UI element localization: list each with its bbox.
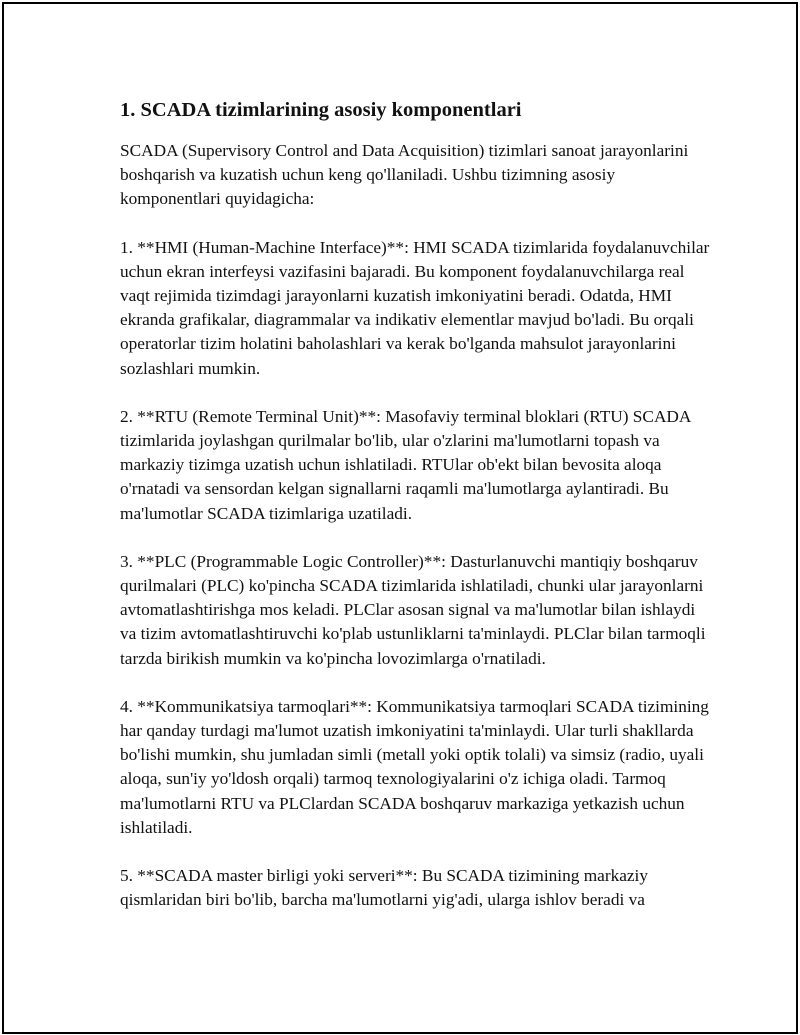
- intro-paragraph: SCADA (Supervisory Control and Data Acquisition) tizimlari sanoat jarayonlarini boshqarish va kuzatish uchun keng qo'llaniladi. Ushbu tizimning asosiy komponentlari quyidagicha:: [120, 141, 689, 209]
- plc-paragraph: 3. **PLC (Programmable Logic Controller)**: Dasturlanuvchi mantiqiy boshqaruv qurilmalari (PLC) ko'pincha SCADA tizimlarida ishlatiladi, chunki ular jarayonlarni avtomatlashtirishga mos keladi. PLClar asosan signal va ma'lumotlar bilan ishlaydi va tizim avtomatlashtiruvchi ko'plab ustunliklarni ta'minlaydi. PLClar bilan tarmoqli tarzda birikish mumkin va ko'pincha lovozimlarga o'rnatiladi.: [120, 551, 706, 668]
- document-body: [120, 95, 710, 936]
- hmi-paragraph: 1. **HMI (Human-Machine Interface)**: HMI SCADA tizimlarida foydalanuvchilar uchun ekran interfeysi vazifasini bajaradi. Bu komponent foydalanuvchilarga real vaqt rejimida tizimdagi jarayonlarni kuzatish imkoniyatini beradi. Odatda, HMI ekranda grafikalar, diagrammalar va indikativ elementlar mavjud bo'ladi. Bu orqali operatorlar tizim holatini baholashlari va kerak bo'lganda mahsulot jarayonlarini sozlashlari mumkin.: [120, 237, 710, 378]
- section-heading: 1. SCADA tizimlarining asosiy komponentlari: [120, 99, 522, 121]
- document-page: [2, 2, 798, 1034]
- master-server-paragraph: 5. **SCADA master birligi yoki serveri**: Bu SCADA tizimining markaziy qismlaridan biri bo'lib, barcha ma'lumotlarni yig'adi, ularga ishlov beradi va: [120, 866, 648, 910]
- network-paragraph: 4. **Kommunikatsiya tarmoqlari**: Kommunikatsiya tarmoqlari SCADA tizimining har qanday turdagi ma'lumot uzatish imkoniyatini ta'minlaydi. Ular turli shakllarda bo'lishi mumkin, shu jumladan simli (metall yoki optik tolali) va simsiz (radio, uyali aloqa, sun'iy yo'ldosh orqali) tarmoq texnologiyalarini o'z ichiga oladi. Tarmoq ma'lumotlarni RTU va PLClardan SCADA boshqaruv markaziga yetkazish uchun ishlatiladi.: [120, 696, 709, 837]
- rtu-paragraph: 2. **RTU (Remote Terminal Unit)**: Masofaviy terminal bloklari (RTU) SCADA tizimlarida joylashgan qurilmalar bo'lib, ular o'zlarini ma'lumotlarni topash va markaziy tizimga uzatish uchun ishlatiladi. RTUlar ob'ekt bilan bevosita aloqa o'rnatadi va sensordan kelgan signallarni raqamli ma'lumotlarga aylantiradi. Bu ma'lumotlar SCADA tizimlariga uzatiladi.: [120, 406, 691, 523]
